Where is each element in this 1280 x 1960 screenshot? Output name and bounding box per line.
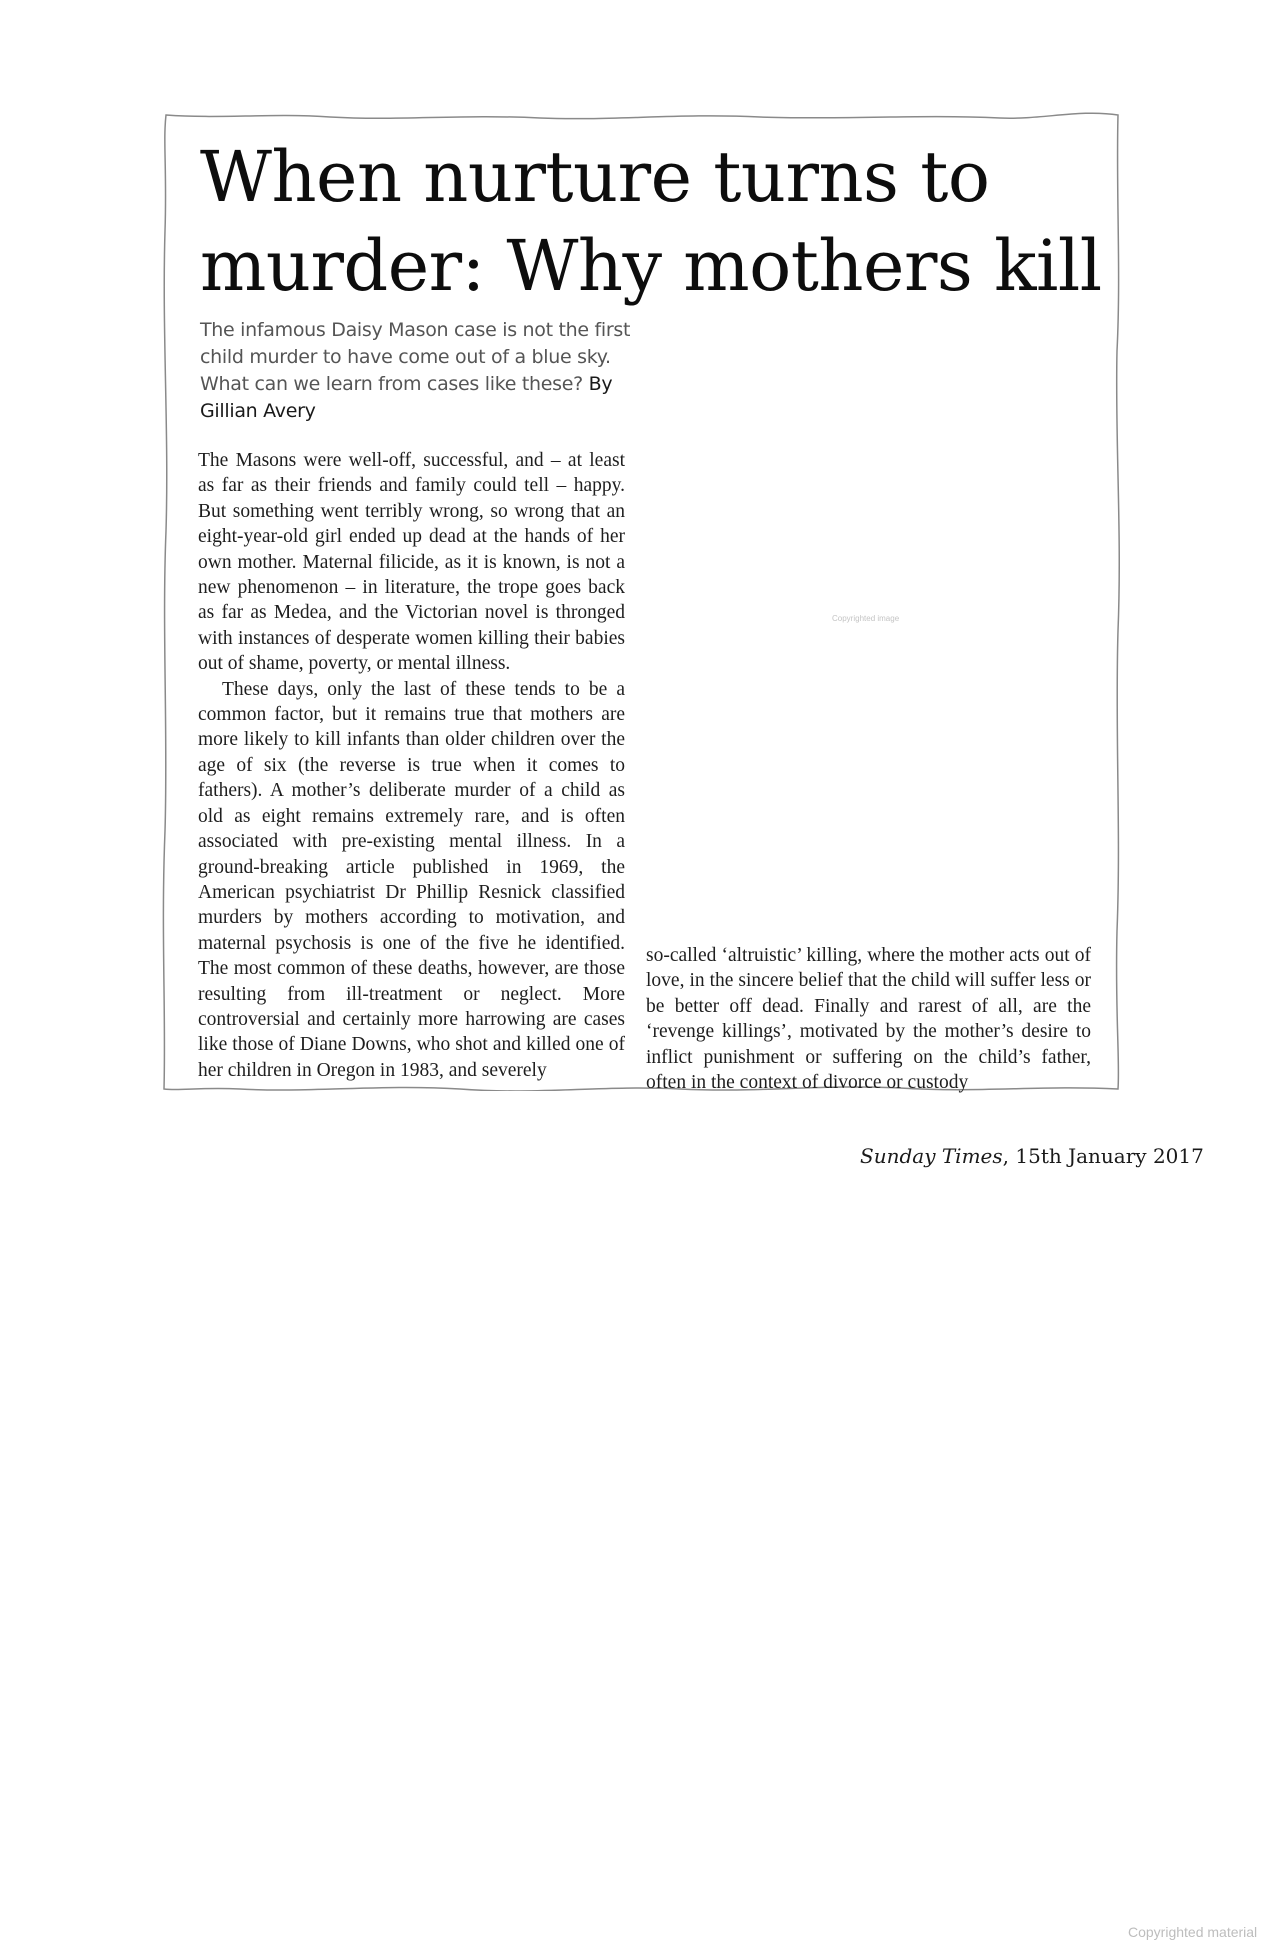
deck-text: The infamous Daisy Mason case is not the first child murder to have come out of a blue sky. What can we learn from cases like these? (200, 319, 631, 395)
copyright-notice: Copyrighted material (1128, 1924, 1258, 1940)
image-placeholder-caption: Copyrighted image (832, 614, 900, 623)
publication-name: Sunday Times (860, 1144, 1003, 1168)
body-column-left (198, 448, 625, 1138)
body-column-right (646, 943, 1091, 1098)
publication-date: , 15th January 2017 (1002, 1144, 1204, 1168)
body-paragraph: These days, only the last of these tends to be a common factor, but it remains true that mothers are more likely to kill infants than older children over the age of six (the reverse is true when it comes to fathers). A mother’s deliberate murder of a child as old as eight remains extremely rare, and is often associated with pre-existing mental illness. In a ground-breaking article published in 1969, the American psychiatrist Dr Phillip Resnick classified murders by mothers according to motivation, and maternal psychosis is one of the five he identified. The most common of these deaths, however, are those resulting from ill-treatment or neglect. More controversial and certainly more harrowing are cases like those of Diane Downs, who shot and killed one of her children in Oregon in 1983, and severely (198, 678, 625, 1081)
standfirst (200, 317, 640, 425)
headline: When nurture turns to murder: Why mothers kill (200, 136, 1102, 307)
body-paragraph: so-called ‘altruistic’ killing, where the mother acts out of love, in the sincere belief that the child will suffer less or be better off dead. Finally and rarest of all, are the ‘revenge killings’, motivated by the mother’s desire to inflict punishment or suffering on the child’s father, often in the context of divorce or custody (646, 945, 1091, 1094)
newspaper-clipping (160, 111, 1120, 1094)
byline: By Gillian Avery (200, 373, 613, 422)
source-citation (860, 1144, 1204, 1168)
body-paragraph: The Masons were well-off, successful, and – at least as far as their friends and family could tell – happy. But something went terribly wrong, so wrong that an eight-year-old girl ended up dead at the hands of her own mother. Maternal filicide, as it is known, is not a new phenomenon – in literature, the trope goes back as far as Medea, and the Victorian novel is thronged with instances of desperate women killing their babies out of shame, poverty, or mental illness. (198, 450, 625, 675)
